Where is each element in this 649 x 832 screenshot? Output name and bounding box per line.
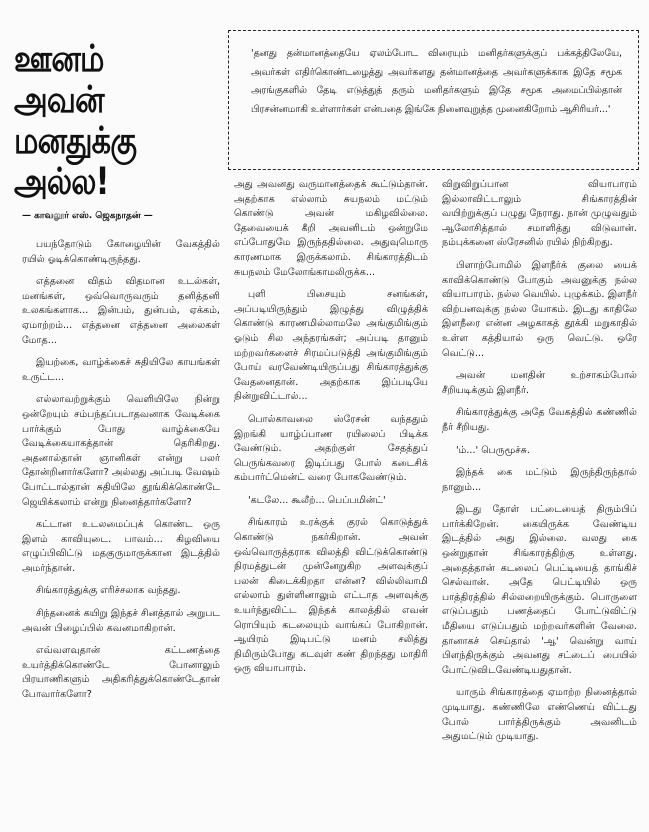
paragraph: சிந்தனைக் கயிறு இந்தச் சினத்தால் அறுபட அவன் பிழைப்பில் கவனமாகிறான். [22,608,220,634]
paragraph: எல்லாவற்றுக்கும் வெளியிலே நின்று ஒன்றேயும் சம்பந்தப்படாதவனாக வேடிக்கை பார்க்கும் போது வாழ்க்கையே வேடிக்கையாகத்தான் தெரிகிறது. அதனால்தான் ஞானிகள் என்று பலர் தோன்றினார்களோ? அல்லது அப்படி வேஷம் போட்டால்தான் சுதியிலே தூங்கிக்கொண்டே ஜெயிக்கலாம் என்று நினைத்தார்களோ? [22,394,220,508]
title-line: அல்ல! [14,160,109,203]
column-3 [442,178,637,753]
title-line: ஊனம் [14,37,104,80]
paragraph: பிளாற்போமில் இளநீர்க் குலை யைக் காவிக்கொண்டு போகும் அவனுக்கு நல்ல வியாபாரம். நல்ல வெயில். புழுக்கம். இளநீர் விற்பனவுக்கு நல்ல யோகம். இடது காதிலே இளநீரை என்ன அழகாகத் தூக்கி மறுகாதில் உள்ள கத்தியால் ஒரு வெட்டு. ஒரே வெட்டு... [442,259,637,359]
article-title [14,38,224,202]
paragraph: பொல்காவலை ஸ்ரேசன் வந்ததும் இறங்கி யாழ்ப்பாண ரயிலைப் பிடிக்க வேண்டும். அதற்குள் சேதத்துப் பெருங்கவரை இடிப்பது போல் கடைசிக் கம்பார்ட்மென்ட் வரை போகவேண்டும். [234,413,428,484]
paragraph: எவ்வளவுதான் கட்டணத்தை உயர்த்திக்கொண்டே போனாலும் பிரயாணிகளும் அதிகரித்துக்கொண்டேதான் போவார்களோ? [22,645,220,701]
editor-note-box [228,30,639,170]
title-line: அவன் [14,78,104,121]
paragraph: 'ம்...' பெருமூச்சு. [456,444,530,456]
paragraph: விறுவிறுப்பான வியாபாரம் இல்லாவிட்டாலும் சிங்காரத்தின் வயிற்றுக்குப் பழுது நேராது. நான் முழுவதும் ஆலோசித்தால் சமாளித்து விடுவான். நம்புக்கனை ஸ்ரேசனில் ரயில் நிற்கிறது. [442,179,637,249]
paragraph: சிங்காரத்துக்கு அதே வேகத்தில் கண்ணில் நீர் சீறியது. [442,407,637,433]
paragraph: சிங்காரம் உரக்குக் குரல் கொடுத்துக் கொண்டு நகர்கிறான். அவன் ஒவ்வொருத்தராக விலத்தி விட்டுக்கொண்டு நிரமத்துடன் முன்னேறுகிற அளவுக்குப் பலன் கிடைக்கிறதா என்ன? வில்லிவாமி எல்லாம் துள்ளினாலும் எட்டாத அளவுக்கு உயர்ந்துவிட்ட இந்தக் காலத்தில் எவன் ரொபியும் கடலையும் வாங்கப் போகிறான். ஆயிரம் இடிபட்டு மனம் சலித்து நிமிரும்போது கடவுள் கண் திறந்தது மாதிரி ஒரு வியாபாரம். [234,517,428,675]
author-byline: — காவலூர் எஸ். ஜெகநாதன் — [22,211,153,221]
paragraph: இடது தோள் பட்டையைத் திரும்பிப் பார்க்கிறேன். கையிருக்க வேண்டிய இடத்தில் அது இல்லை. வலது கை ஒன்றுதான் சிங்காரத்திற்கு உள்ளது. அதைத்தான் கடலைப் பெட்டியைத் தாங்கிச் செல்வான். அதே பெட்டியில் ஒரு பாத்திரத்தில் சில்லறையிருக்கும். பொருளை எடுப்பதும் பணத்தைப் போட்டுவிட்டு மீதியை எடுப்பதும் மற்றவர்களின் வேலை. தானாகச் செய்தால் 'ஆ' வென்று வாய் பிளந்திருக்கும் அவனது சட்டைப் பையில் போட்டுவிடவேண்டியதுதான். [442,504,637,676]
paragraph: எத்தனை விதம் விதமான உடல்கள், மனங்கள், ஒவ்வொருவரும் தனித்தனி உலகங்களாக... இன்பம், துன்பம், ஏக்கம், ஏமாற்றம்... எத்தனை எத்தனை அலைகள் மோத... [22,276,220,346]
paragraph: யாரும் சிங்காரத்தை ஏமாற்ற நினைத்தால் முடியாது. கண்ணிலே எண்ணெய் விட்டது போல் பார்த்திருக்கும் அவனிடம் அதுமட்டும் முடியாது. [442,687,637,743]
paragraph: இந்தக் கை மட்டும் இருந்திருந்தால் நானும்... [442,467,637,493]
column-2 [234,178,428,685]
column-1 [22,238,220,711]
paragraph: சிங்காரத்துக்கு எரிச்சலாக வந்தது. [36,585,181,597]
paragraph: 'கடலே... கூலீற்... பெப்பமின்ட்' [248,494,386,506]
title-line: மனதுக்கு [14,119,137,162]
paragraph: இயற்கை, வாழ்க்கைச் சுதியிலே காயங்கள் உருட்ட... [22,357,220,383]
paragraph: பயந்தோடும் கோழையின் வேகத்தில் ரயில் ஓடிக்கொண்டிருந்தது. [22,239,220,265]
paragraph: அது அவனது வருமானத்தைக் கூட்டும்தான். அதற்காக எல்லாம் சுயநலம் மட்டும் கொண்டு அவன் மகிழவில்லை. தேவையைக் கீறி அவனிடம் ஒன்றுமே எப்போதுமே இருந்ததில்லை. அதுவுமொரு காரணமாக இருக்கலாம். சிங்காரத்திடம் சுயநலம் மேலோங்காமலிருக்க... [234,179,428,278]
paragraph: புளி பிசையும் சனங்கள், அப்படியிருந்தும் இழுத்து விழுத்திக் கொண்டு காரணமில்லாமலே அங்குமிங்கும் ஓடும் சில அந்தரங்கள்; அப்படி தானும் மற்றவர்களைச் சிரமப்படுத்தி அங்குமிங்கும் போய் வரவேண்டியிருப்பது சிங்காரத்துக்கு வேதனைதான். அதற்காக இப்படியே நின்றுவிட்டால்... [234,289,428,403]
paragraph: கட்டான உடலமைப்புக் கொண்ட ஒரு இளம் காவியுடை. பாவம்... கிழவியை எழுப்பிவிட்டு மதகுருமாருக்கான இடத்தில் அமர்ந்தான். [22,519,220,574]
paragraph: அவன் மனதின் உற்சாகம்போல் சீறியடிக்கும் இளநீர். [442,370,637,396]
editor-note-text: 'தனது தன்மானத்தையே ஏலம்போட விரையும் மனிதர்களுக்குப் பக்கத்திலேயே, அவர்கள் எதிர்கொண்டழைத்து அவர்களது தன்மானத்தை அவர்களுக்காக இதே சமூக அரங்குகளில் தேடி எடுத்துத் தரும் மனிதர்களும் இதே சமூக அமைப்பில்தான் பிரசன்னமாகி உள்ளார்கள் என்பதை இங்கே நினைவுறுத்த முனைகிறோம் ஆசிரியர்...' [251,48,622,115]
